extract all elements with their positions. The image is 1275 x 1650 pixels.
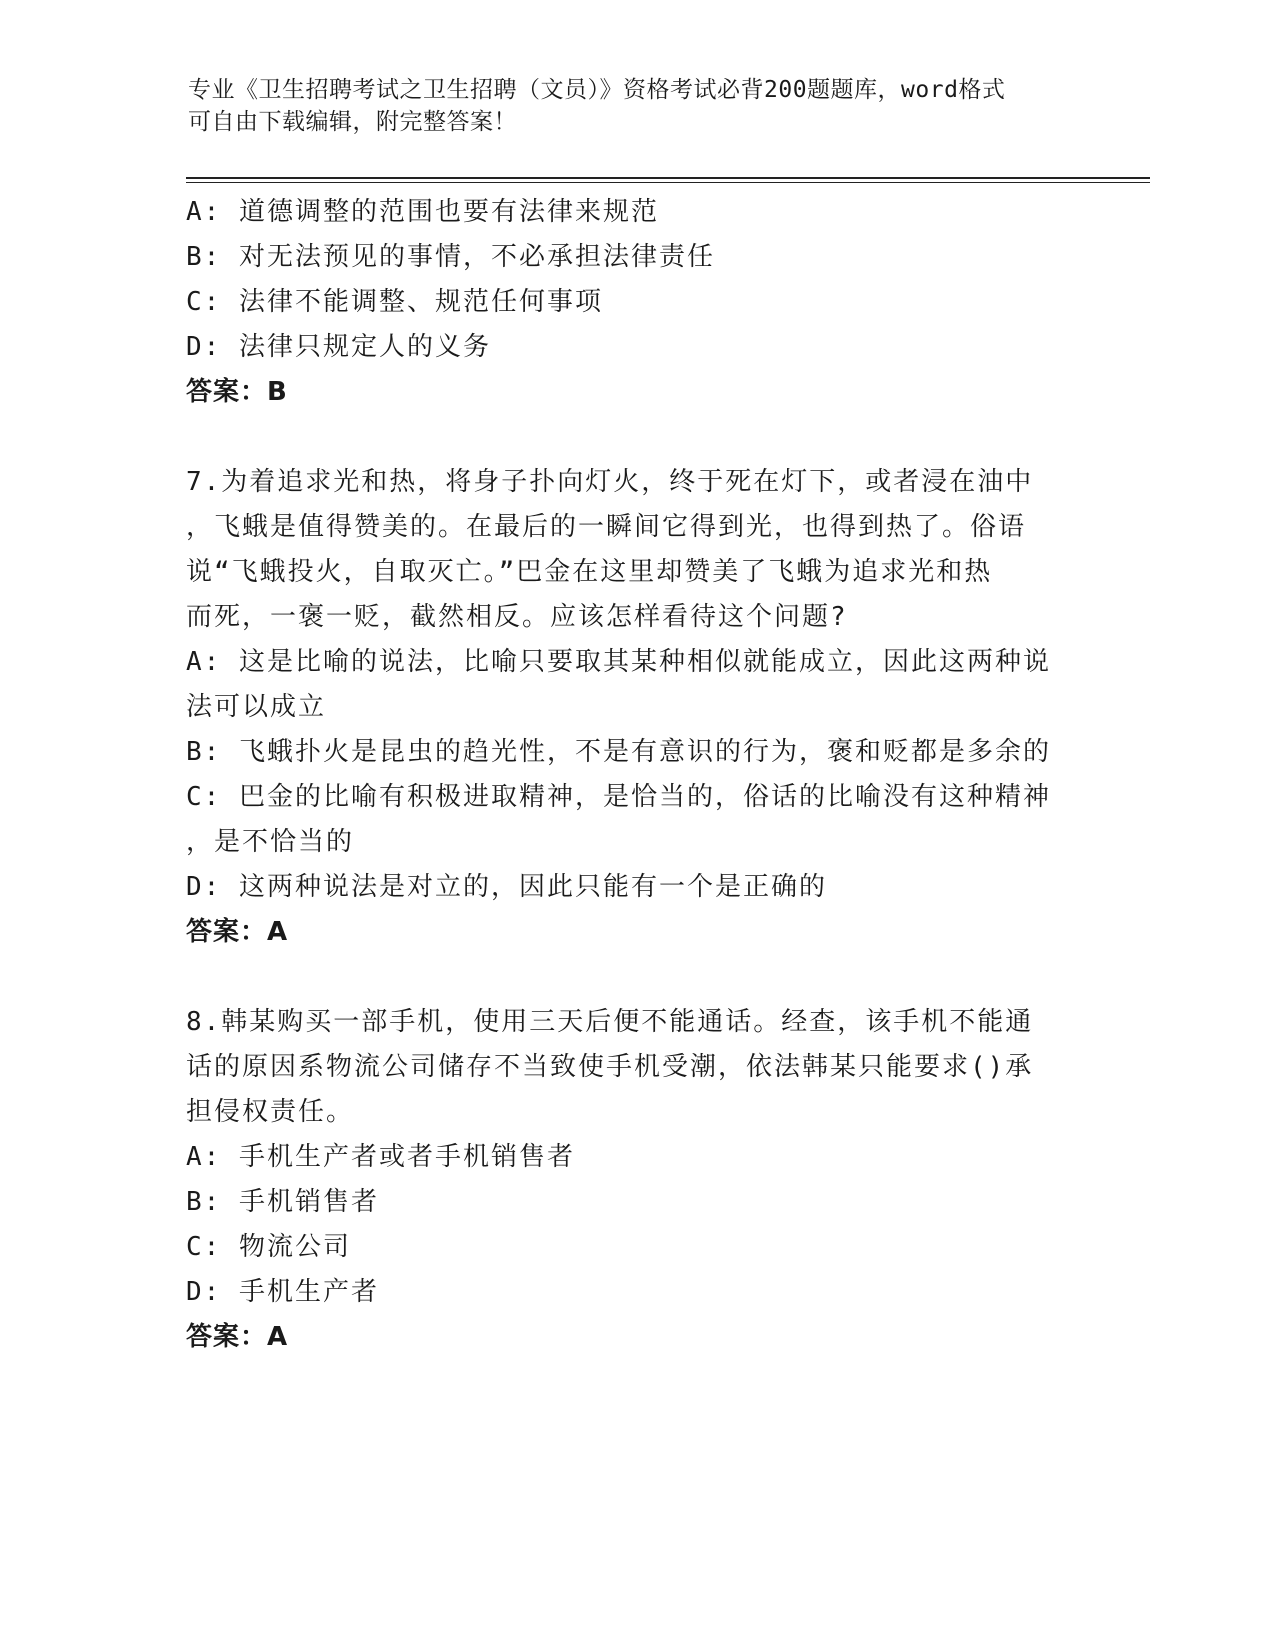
question-7: [186, 460, 1086, 955]
question-6: [186, 190, 1086, 415]
option-c: C: 法律不能调整、规范任何事项: [186, 287, 603, 317]
option-d: D: 手机生产者: [186, 1277, 379, 1307]
option-a: A: 手机生产者或者手机销售者: [186, 1142, 575, 1172]
option-a: A: 这是比喻的说法，比喻只要取其某种相似就能成立，因此这两种说: [186, 647, 1051, 677]
option-b: B: 对无法预见的事情，不必承担法律责任: [186, 242, 715, 272]
spacer: [186, 955, 1086, 1000]
option-b: B: 手机销售者: [186, 1187, 379, 1217]
answer-label: 答案：B: [186, 377, 288, 407]
question-stem: 话的原因系物流公司储存不当致使手机受潮，依法韩某只能要求()承: [186, 1052, 1034, 1082]
question-stem: 7.为着追求光和热，将身子扑向灯火，终于死在灯下，或者浸在油中: [186, 467, 1034, 497]
question-list: [186, 190, 1086, 1360]
header-title-line-2: 可自由下载编辑，附完整答案！: [188, 109, 517, 135]
question-stem: 说“飞蛾投火，自取灭亡。”巴金在这里却赞美了飞蛾为追求光和热: [186, 557, 993, 587]
option-c-continued: ，是不恰当的: [186, 827, 355, 857]
page-header: [188, 74, 1068, 138]
option-c: C: 巴金的比喻有积极进取精神，是恰当的，俗话的比喻没有这种精神: [186, 782, 1051, 812]
option-c: C: 物流公司: [186, 1232, 351, 1262]
spacer: [186, 415, 1086, 460]
option-a: A: 道德调整的范围也要有法律来规范: [186, 197, 659, 227]
option-d: D: 法律只规定人的义务: [186, 332, 491, 362]
question-stem: 而死，一褒一贬，截然相反。应该怎样看待这个问题?: [186, 602, 848, 632]
option-a-continued: 法可以成立: [186, 692, 327, 722]
option-b: B: 飞蛾扑火是昆虫的趋光性，不是有意识的行为，褒和贬都是多余的: [186, 737, 1051, 767]
question-stem: 担侵权责任。: [186, 1097, 355, 1127]
question-stem: 8.韩某购买一部手机，使用三天后便不能通话。经查，该手机不能通: [186, 1007, 1034, 1037]
question-stem: ，飞蛾是值得赞美的。在最后的一瞬间它得到光，也得到热了。俗语: [186, 512, 1027, 542]
question-8: [186, 1000, 1086, 1360]
answer-label: 答案：A: [186, 917, 289, 947]
header-rule-thick: [186, 177, 1150, 179]
answer-label: 答案：A: [186, 1322, 289, 1352]
option-d: D: 这两种说法是对立的，因此只能有一个是正确的: [186, 872, 827, 902]
header-rule-thin: [186, 182, 1150, 183]
header-title-line-1: 专业《卫生招聘考试之卫生招聘（文员）》资格考试必背200题题库，word格式: [188, 77, 1006, 103]
